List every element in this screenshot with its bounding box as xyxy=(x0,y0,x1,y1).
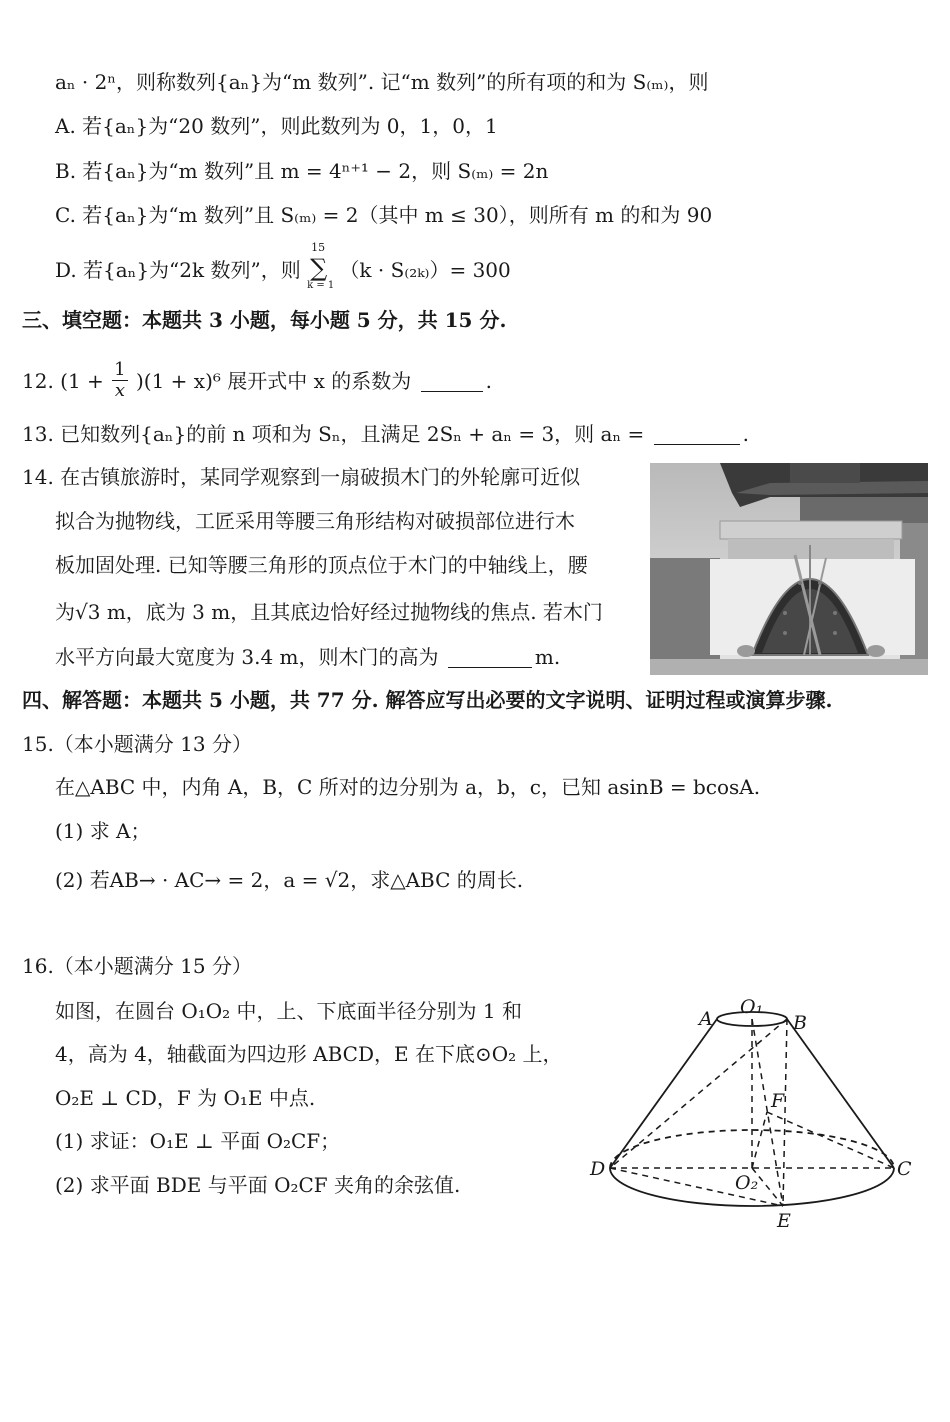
side-ad xyxy=(610,1019,717,1168)
option-c: C. 若{aₙ}为“m 数列”且 S₍ₘ₎ = 2（其中 m ≤ 30），则所有 m 的和为 90 xyxy=(55,203,713,227)
q13-end: . xyxy=(742,422,749,446)
q12-fraction xyxy=(112,360,127,401)
q12-prefix: 12. (1 + xyxy=(22,369,104,393)
option-d xyxy=(55,241,511,291)
q14-end: m. xyxy=(534,645,561,669)
question-15-part-2: (2) 若AB→ · AC→ = 2，a = √2，求△ABC 的周长. xyxy=(55,868,524,892)
question-14-line-1: 14. 在古镇旅游时，某同学观察到一扇破损木门的外轮廓可近似 xyxy=(22,465,581,489)
question-16-line-3: O₂E ⊥ CD，F 为 O₁E 中点. xyxy=(55,1086,316,1110)
question-12 xyxy=(22,359,492,403)
label-f: F xyxy=(771,1090,785,1112)
question-16-part-1: (1) 求证：O₁E ⊥ 平面 O₂CF； xyxy=(55,1129,341,1153)
frustum-diagram xyxy=(585,995,920,1235)
door-illustration xyxy=(650,463,928,675)
question-16-line-1: 如图，在圆台 O₁O₂ 中，上、下底面半径分别为 1 和 xyxy=(55,999,522,1023)
label-e: E xyxy=(777,1210,791,1232)
question-14-line-4: 为√3 m，底为 3 m，且其底边恰好经过抛物线的焦点. 若木门 xyxy=(55,600,603,624)
question-16-part-2: (2) 求平面 BDE 与平面 O₂CF 夹角的余弦值. xyxy=(55,1173,461,1197)
q12-numerator: 1 xyxy=(114,359,126,380)
question-16-heading: 16.（本小题满分 15 分） xyxy=(22,954,252,978)
label-o1: O₁ xyxy=(740,996,764,1018)
question-15-line-1: 在△ABC 中，内角 A，B，C 所对的边分别为 a，b，c，已知 asinB = bcosA. xyxy=(55,775,761,799)
question-13 xyxy=(22,420,749,448)
option-d-suffix: （k · S₍₂ₖ₎）= 300 xyxy=(339,258,511,282)
option-d-prefix: D. 若{aₙ}为“2k 数列”，则 xyxy=(55,258,301,282)
q12-denominator: x xyxy=(114,380,125,401)
q13-text: 13. 已知数列{aₙ}的前 n 项和为 Sₙ，且满足 2Sₙ + aₙ = 3，则 aₙ = xyxy=(22,422,645,446)
question-14-line-2: 拟合为抛物线，工匠采用等腰三角形结构对破损部位进行木 xyxy=(55,509,575,533)
segment-o2f xyxy=(752,1112,767,1168)
question-14-line-3: 板加固处理. 已知等腰三角形的顶点位于木门的中轴线上，腰 xyxy=(55,553,588,577)
frustum-figure xyxy=(585,995,920,1239)
q14-text: 水平方向最大宽度为 3.4 m，则木门的高为 xyxy=(55,645,439,669)
label-o2: O₂ xyxy=(735,1172,759,1194)
option-a: A. 若{aₙ}为“20 数列”，则此数列为 0，1，0，1 xyxy=(55,114,498,138)
sum-lower-limit: k = 1 xyxy=(307,280,335,291)
question-15-heading: 15.（本小题满分 13 分） xyxy=(22,732,252,756)
q14-answer-blank[interactable] xyxy=(448,647,532,668)
label-a: A xyxy=(699,1008,713,1030)
question-15-part-1: (1) 求 A； xyxy=(55,819,151,843)
option-b: B. 若{aₙ}为“m 数列”且 m = 4ⁿ⁺¹ − 2，则 S₍ₘ₎ = 2n xyxy=(55,159,549,183)
section-4-heading: 四、解答题：本题共 5 小题，共 77 分. 解答应写出必要的文字说明、证明过程或演算步骤. xyxy=(22,688,833,712)
question-14-line-5 xyxy=(55,643,560,671)
segment-be xyxy=(783,1019,787,1206)
line-1: aₙ · 2ⁿ，则称数列{aₙ}为“m 数列”. 记“m 数列”的所有项的和为 S₍ₘ₎，则 xyxy=(55,70,709,94)
q12-answer-blank[interactable] xyxy=(421,371,483,392)
q13-answer-blank[interactable] xyxy=(654,424,740,445)
side-bc xyxy=(787,1019,894,1168)
sum-upper-limit: 15 xyxy=(311,241,326,254)
wooden-door-photo xyxy=(650,463,928,675)
q12-suffix: )(1 + x)⁶ 展开式中 x 的系数为 xyxy=(135,369,412,393)
label-c: C xyxy=(897,1158,912,1180)
question-16-line-2: 4，高为 4，轴截面为四边形 ABCD，E 在下底⊙O₂ 上， xyxy=(55,1042,563,1066)
summation-icon: ∑ xyxy=(310,254,328,282)
summation xyxy=(307,241,335,291)
label-b: B xyxy=(793,1012,807,1034)
label-d: D xyxy=(590,1158,606,1180)
q12-end: . xyxy=(485,369,492,393)
section-3-heading: 三、填空题：本题共 3 小题，每小题 5 分，共 15 分. xyxy=(22,308,507,332)
